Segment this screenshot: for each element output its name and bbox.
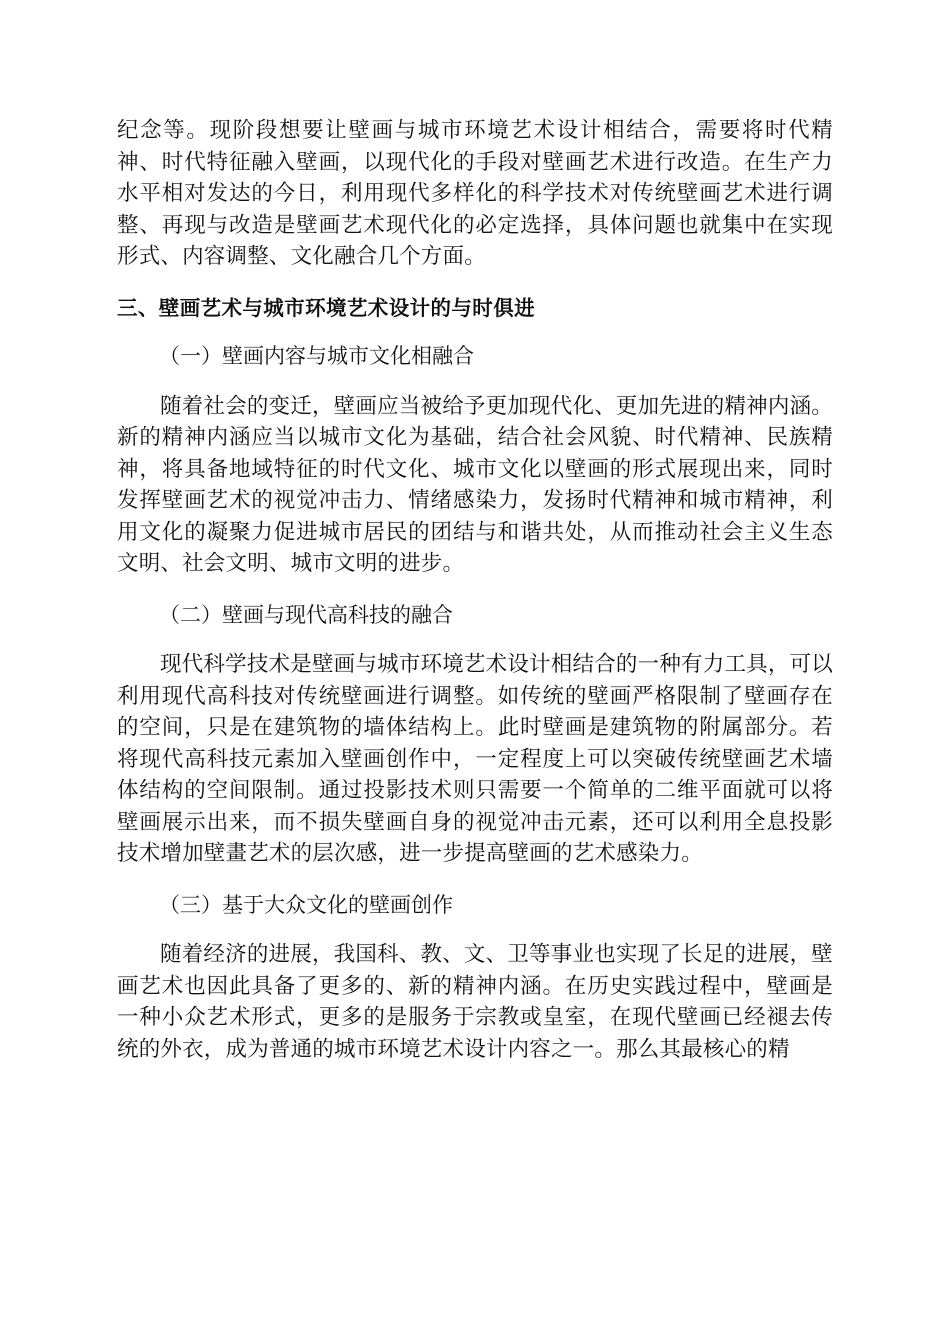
- body-paragraph: 现代科学技术是壁画与城市环境艺术设计相结合的一种有力工具，可以利用现代高科技对传统壁画进行调整。如传统的壁画严格限制了壁画存在的空间，只是在建筑物的墙体结构上。此时壁画是建筑物的附属部分。若将现代高科技元素加入壁画创作中，一定程度上可以突破传统壁画艺术墙体结构的空间限制。通过投影技术则只需要一个简单的二维平面就可以将壁画展示出来，而不损失壁画自身的视觉冲击元素，还可以利用全息投影技术增加壁畫艺术的层次感，进一步提高壁画的艺术感染力。: [117, 652, 833, 866]
- body-paragraph: 随着经济的进展，我国科、教、文、卫等事业也实现了长足的进展，壁画艺术也因此具备了更多的、新的精神内涵。在历史实践过程中，壁画是一种小众艺术形式，更多的是服务于宗教或皇室，在现代壁画已经褪去传统的外衣，成为普通的城市环境艺术设计内容之一。那么其最核心的精: [117, 942, 833, 1062]
- section-heading: 三、壁画艺术与城市环境艺术设计的与时俱进: [117, 295, 535, 320]
- body-paragraph: 随着社会的变迁，壁画应当被给予更加现代化、更加先进的精神内涵。新的精神内涵应当以城市文化为基础，结合社会风貌、时代精神、民族精神，将具备地域特征的时代文化、城市文化以壁画的形式展现出来，同时发挥壁画艺术的视觉冲击力、情绪感染力，发扬时代精神和城市精神，利用文化的凝聚力促进城市居民的团结与和谐共处，从而推动社会主义生态文明、社会文明、城市文明的进步。: [117, 393, 833, 576]
- subsection-heading: （三）基于大众文化的壁画创作: [159, 892, 453, 917]
- subsection-heading: （二）壁画与现代高科技的融合: [159, 602, 453, 627]
- body-paragraph: 纪念等。现阶段想要让壁画与城市环境艺术设计相结合，需要将时代精神、时代特征融入壁画，以现代化的手段对壁画艺术进行改造。在生产力水平相对发达的今日，利用现代多样化的科学技术对传统壁画艺术进行调整、再现与改造是壁画艺术现代化的必定选择，具体问题也就集中在实现形式、内容调整、文化融合几个方面。: [117, 118, 833, 269]
- document-page: [117, 115, 833, 1065]
- subsection-heading: （一）壁画内容与城市文化相融合: [159, 344, 474, 368]
